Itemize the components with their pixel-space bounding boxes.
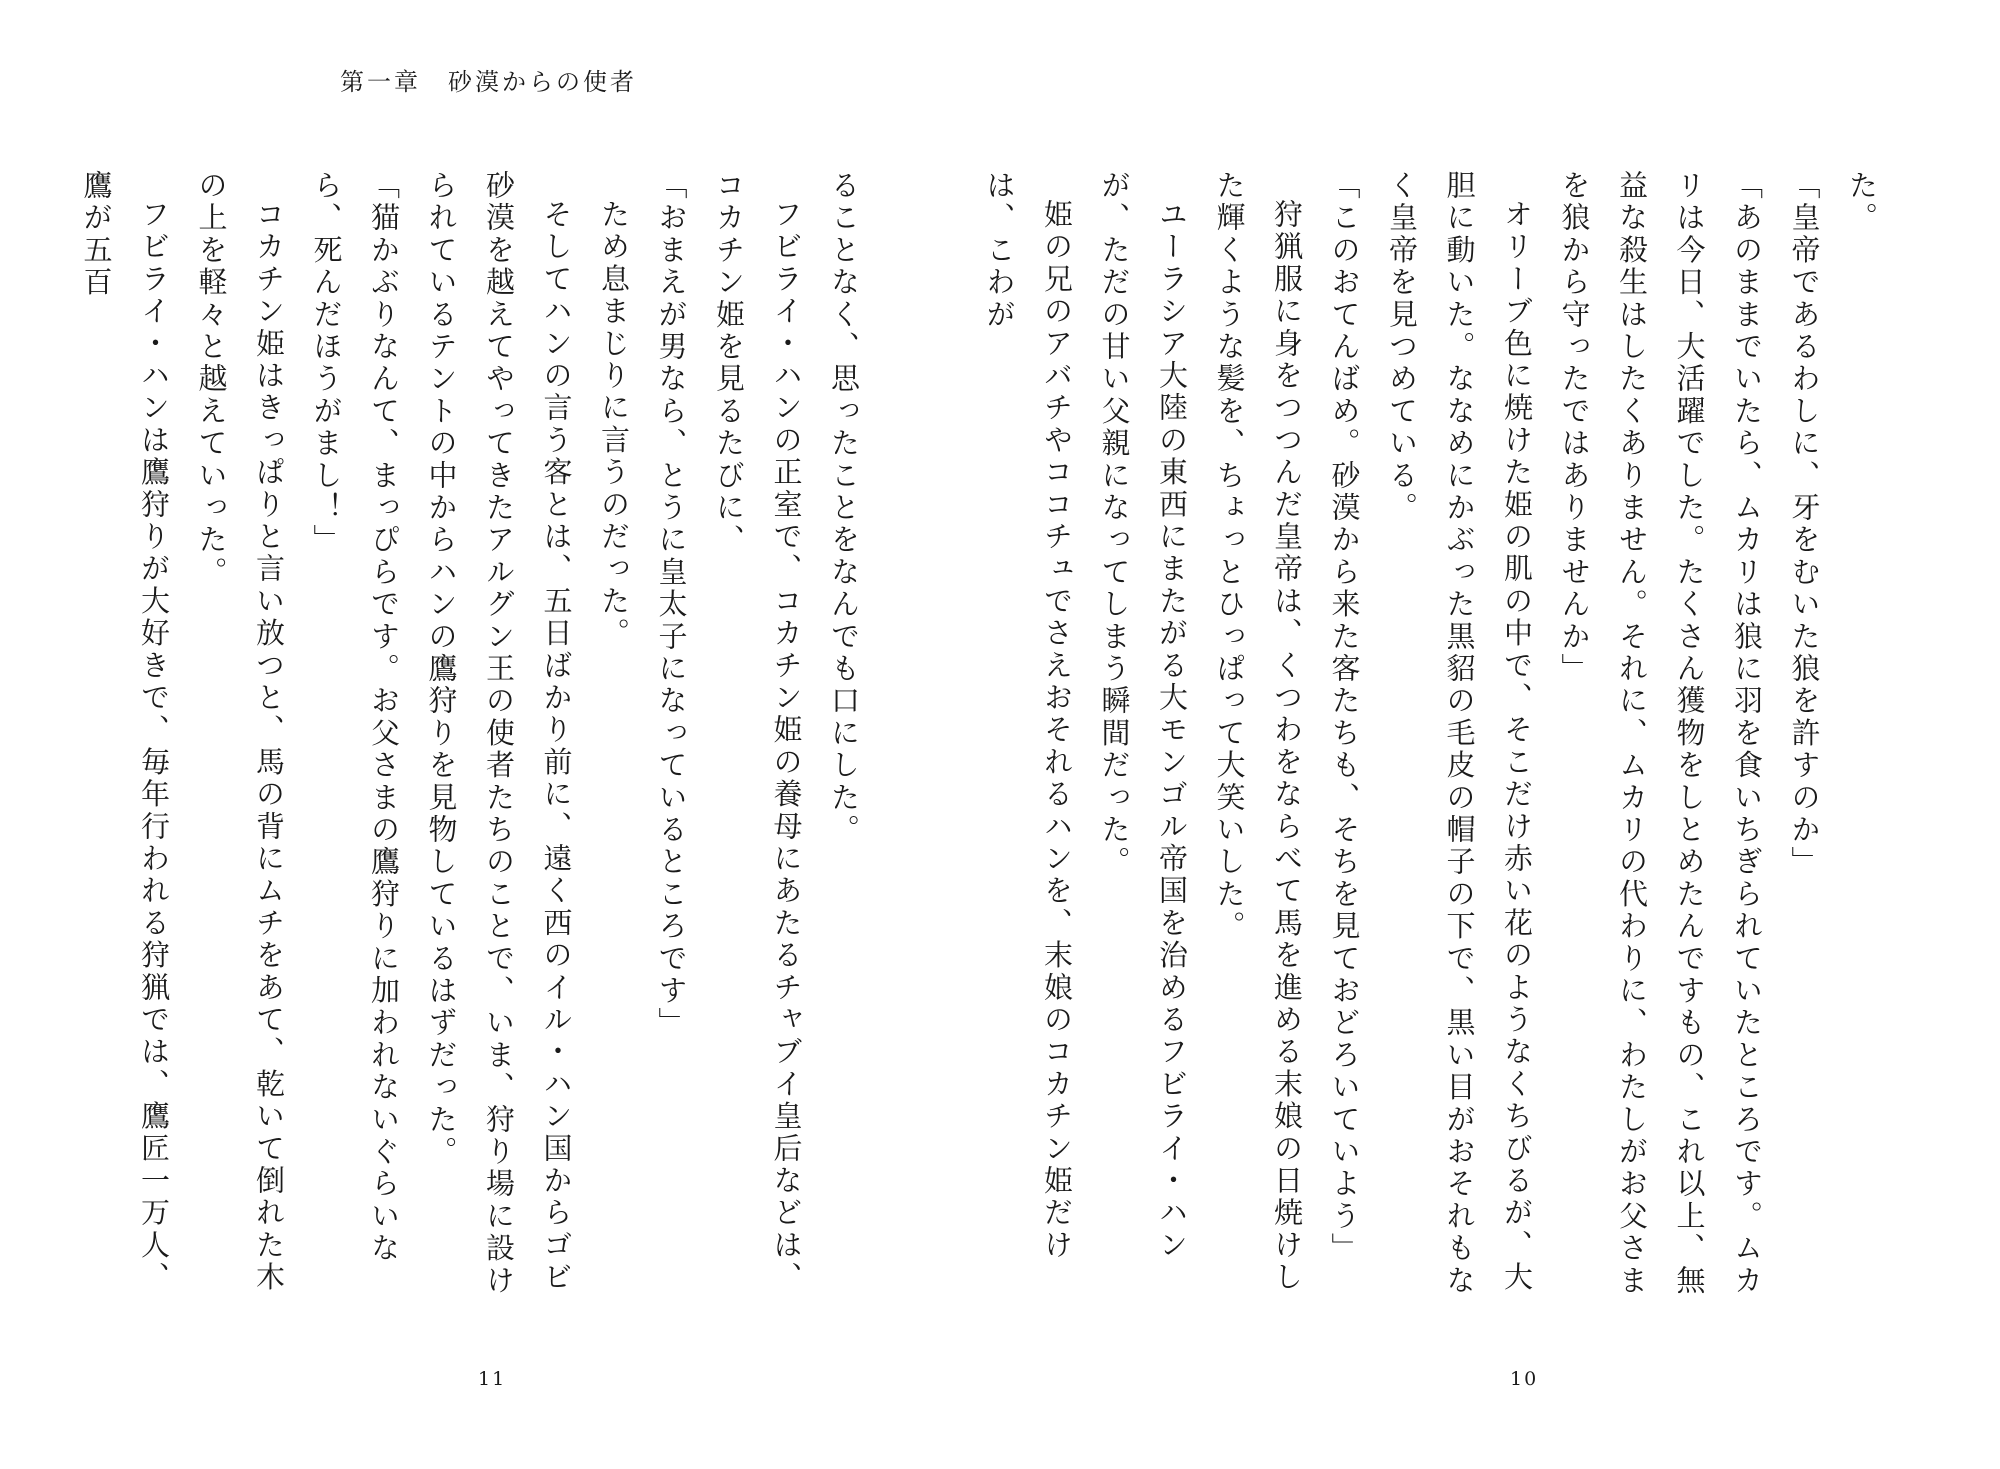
- right-page: [982, 0, 2000, 1469]
- left-paragraph: ため息まじりに言うのだった。: [597, 199, 631, 650]
- right-paragraph: 姫の兄のアバチやココチュでさえおそれるハンを、末娘のコカチン姫だけは、こわが: [982, 170, 1074, 1262]
- right-paragraph: 「このおてんばめ。砂漠から来た客たちも、そちを見ておどろいていよう」: [1327, 170, 1362, 1265]
- right-paragraph: 狩猟服に身をつつんだ皇帝は、くつわをならべて馬を進める末娘の日焼けした輝くような髪を、ちょっとひっぱって大笑いした。: [1212, 170, 1304, 1294]
- left-paragraph: そしてハンの言う客とは、五日ばかり前に、遠く西のイル・ハン国からゴビ砂漠を越えてやってきたアルグン王の使者たちのことで、いま、狩り場に設けられているテントの中からハンの鷹狩りを見物しているはずだった。: [424, 170, 574, 1297]
- running-head: 第一章 砂漠からの使者: [340, 68, 637, 96]
- left-paragraph: フビライ・ハンは鷹狩りが大好きで、毎年行われる狩猟では、鷹匠一万人、鷹が五百: [79, 170, 171, 1294]
- page-number-right: 10: [1510, 1368, 1539, 1390]
- right-paragraph: 「皇帝であるわしに、牙をむいた狼を許すのか」: [1787, 170, 1822, 879]
- right-paragraph: 「あのままでいたら、ムカリは狼に羽を食いちぎられていたところです。ムカリは今日、大活躍でした。たくさん獲物をしとめたんですもの、これ以上、無益な殺生はしたくありません。それに、ムカリの代わりに、わたしがお父さまを狼から守ったではありませんか」: [1557, 170, 1764, 1297]
- right-paragraph: た。: [1845, 170, 1879, 235]
- left-page-body: [79, 170, 872, 1320]
- left-paragraph: 「猫かぶりなんて、まっぴらです。お父さまの鷹狩りに加われないぐらいなら、死んだほうがまし！」: [309, 170, 401, 1265]
- right-paragraph: ユーラシア大陸の東西にまたがる大モンゴル帝国を治めるフビライ・ハンが、ただの甘い父親になってしまう瞬間だった。: [1097, 170, 1189, 1262]
- left-paragraph: フビライ・ハンの正室で、コカチン姫の養母にあたるチャブイ皇后などは、コカチン姫を見るたびに、: [712, 170, 804, 1294]
- right-page-body: [982, 170, 1890, 1320]
- left-paragraph: コカチン姫はきっぱりと言い放つと、馬の背にムチをあて、乾いて倒れた木の上を軽々と越えていった。: [194, 170, 286, 1294]
- page-number-left: 11: [478, 1368, 507, 1390]
- left-paragraph: 「おまえが男なら、とうに皇太子になっているところです」: [654, 170, 689, 1040]
- left-paragraph: ることなく、思ったことをなんでも口にした。: [827, 170, 861, 847]
- right-paragraph: オリーブ色に焼けた姫の肌の中で、そこだけ赤い花のようなくちびるが、大胆に動いた。ななめにかぶった黒貂の毛皮の帽子の下で、黒い目がおそれもなく皇帝を見つめている。: [1385, 170, 1534, 1297]
